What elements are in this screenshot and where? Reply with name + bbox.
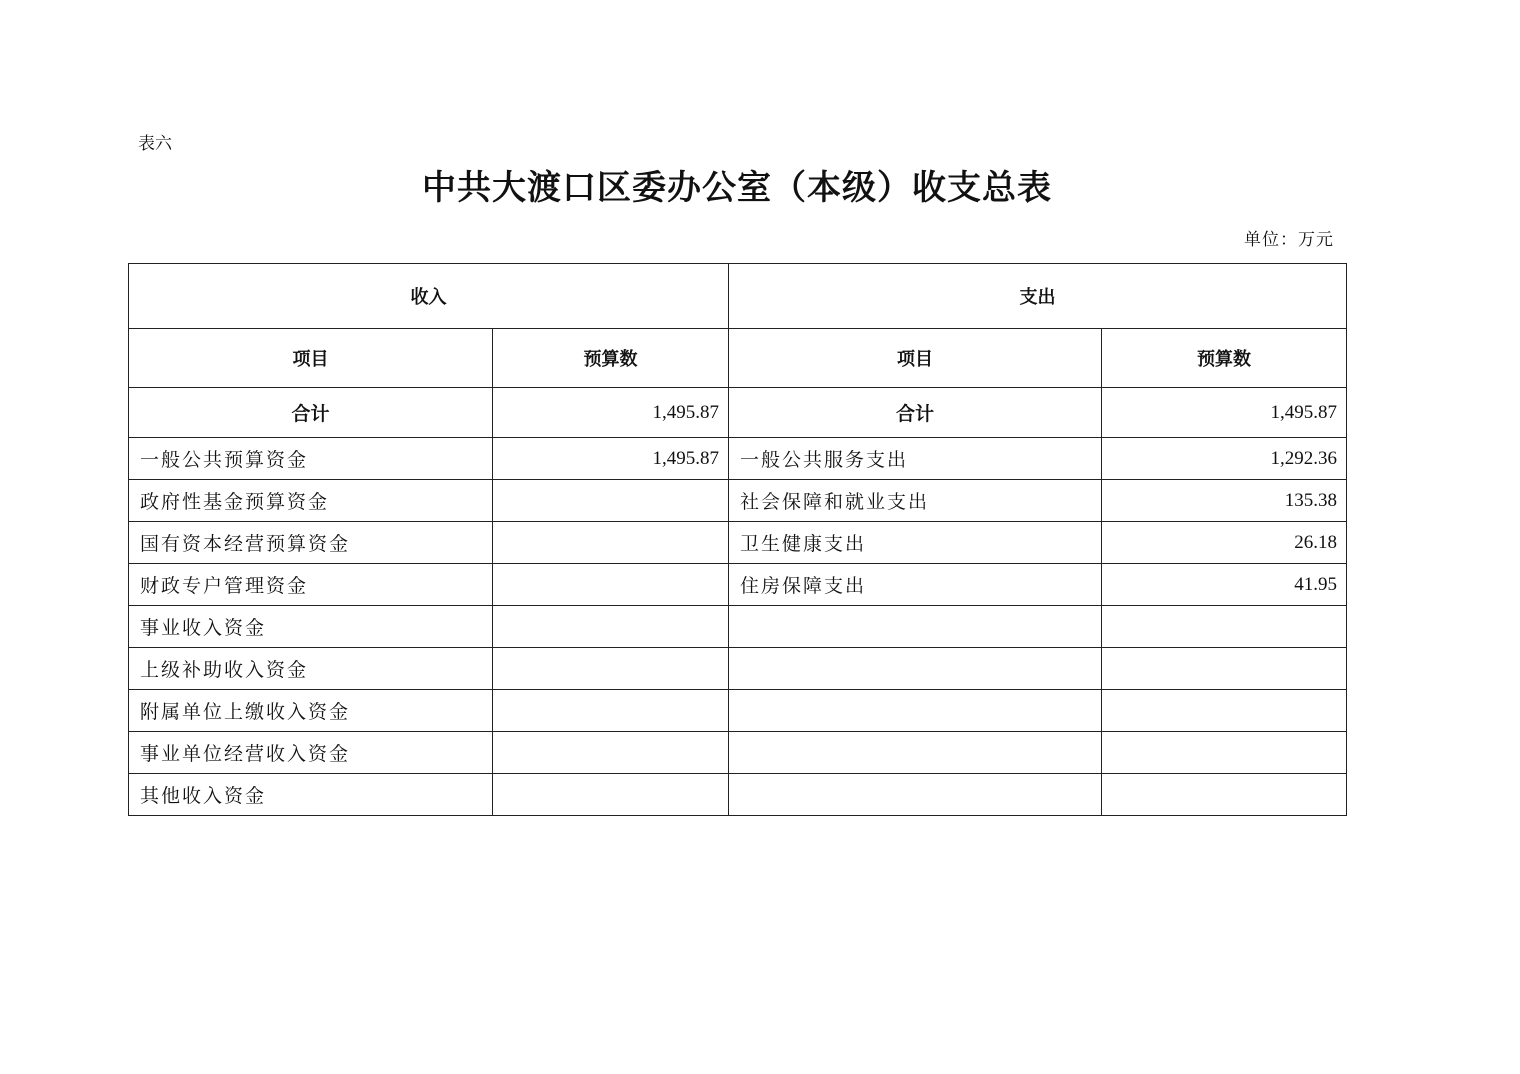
expense-item (729, 648, 1102, 690)
expense-item (729, 690, 1102, 732)
expense-header: 支出 (729, 264, 1347, 329)
table-row (129, 480, 1347, 522)
income-item: 财政专户管理资金 (129, 564, 493, 606)
income-amount (493, 690, 729, 732)
table-row (129, 690, 1347, 732)
expense-item: 住房保障支出 (729, 564, 1102, 606)
expense-item-header: 项目 (729, 329, 1102, 388)
income-total-label: 合计 (129, 388, 493, 438)
unit-label: 单位：万元 (1244, 230, 1334, 250)
income-amount (493, 564, 729, 606)
expense-amount: 135.38 (1102, 480, 1347, 522)
income-item: 政府性基金预算资金 (129, 480, 493, 522)
expense-item: 一般公共服务支出 (729, 438, 1102, 480)
expense-amount (1102, 606, 1347, 648)
column-header-row (129, 329, 1347, 388)
total-row (129, 388, 1347, 438)
expense-amount-header: 预算数 (1102, 329, 1347, 388)
table-row (129, 606, 1347, 648)
income-amount: 1,495.87 (493, 438, 729, 480)
expense-item (729, 774, 1102, 816)
expense-amount (1102, 732, 1347, 774)
group-header-row (129, 264, 1347, 329)
income-amount (493, 732, 729, 774)
income-amount (493, 774, 729, 816)
table-number: 表六 (138, 134, 172, 154)
expense-item: 卫生健康支出 (729, 522, 1102, 564)
page-title: 中共大渡口区委办公室（本级）收支总表 (422, 168, 1052, 208)
expense-total-label: 合计 (729, 388, 1102, 438)
expense-item (729, 606, 1102, 648)
income-amount-header: 预算数 (493, 329, 729, 388)
table-row (129, 438, 1347, 480)
income-amount (493, 480, 729, 522)
table-row (129, 564, 1347, 606)
budget-table (128, 263, 1347, 816)
income-item: 国有资本经营预算资金 (129, 522, 493, 564)
expense-amount: 41.95 (1102, 564, 1347, 606)
expense-amount: 1,292.36 (1102, 438, 1347, 480)
table-row (129, 522, 1347, 564)
income-amount (493, 522, 729, 564)
expense-amount: 26.18 (1102, 522, 1347, 564)
income-item-header: 项目 (129, 329, 493, 388)
income-item: 附属单位上缴收入资金 (129, 690, 493, 732)
table-row (129, 648, 1347, 690)
income-item: 事业单位经营收入资金 (129, 732, 493, 774)
income-amount (493, 648, 729, 690)
income-header: 收入 (129, 264, 729, 329)
table-row (129, 732, 1347, 774)
income-total-amount: 1,495.87 (493, 388, 729, 438)
income-item: 事业收入资金 (129, 606, 493, 648)
income-item: 上级补助收入资金 (129, 648, 493, 690)
income-amount (493, 606, 729, 648)
expense-amount (1102, 774, 1347, 816)
expense-amount (1102, 648, 1347, 690)
expense-item (729, 732, 1102, 774)
expense-amount (1102, 690, 1347, 732)
income-item: 一般公共预算资金 (129, 438, 493, 480)
table-row (129, 774, 1347, 816)
expense-item: 社会保障和就业支出 (729, 480, 1102, 522)
income-item: 其他收入资金 (129, 774, 493, 816)
expense-total-amount: 1,495.87 (1102, 388, 1347, 438)
